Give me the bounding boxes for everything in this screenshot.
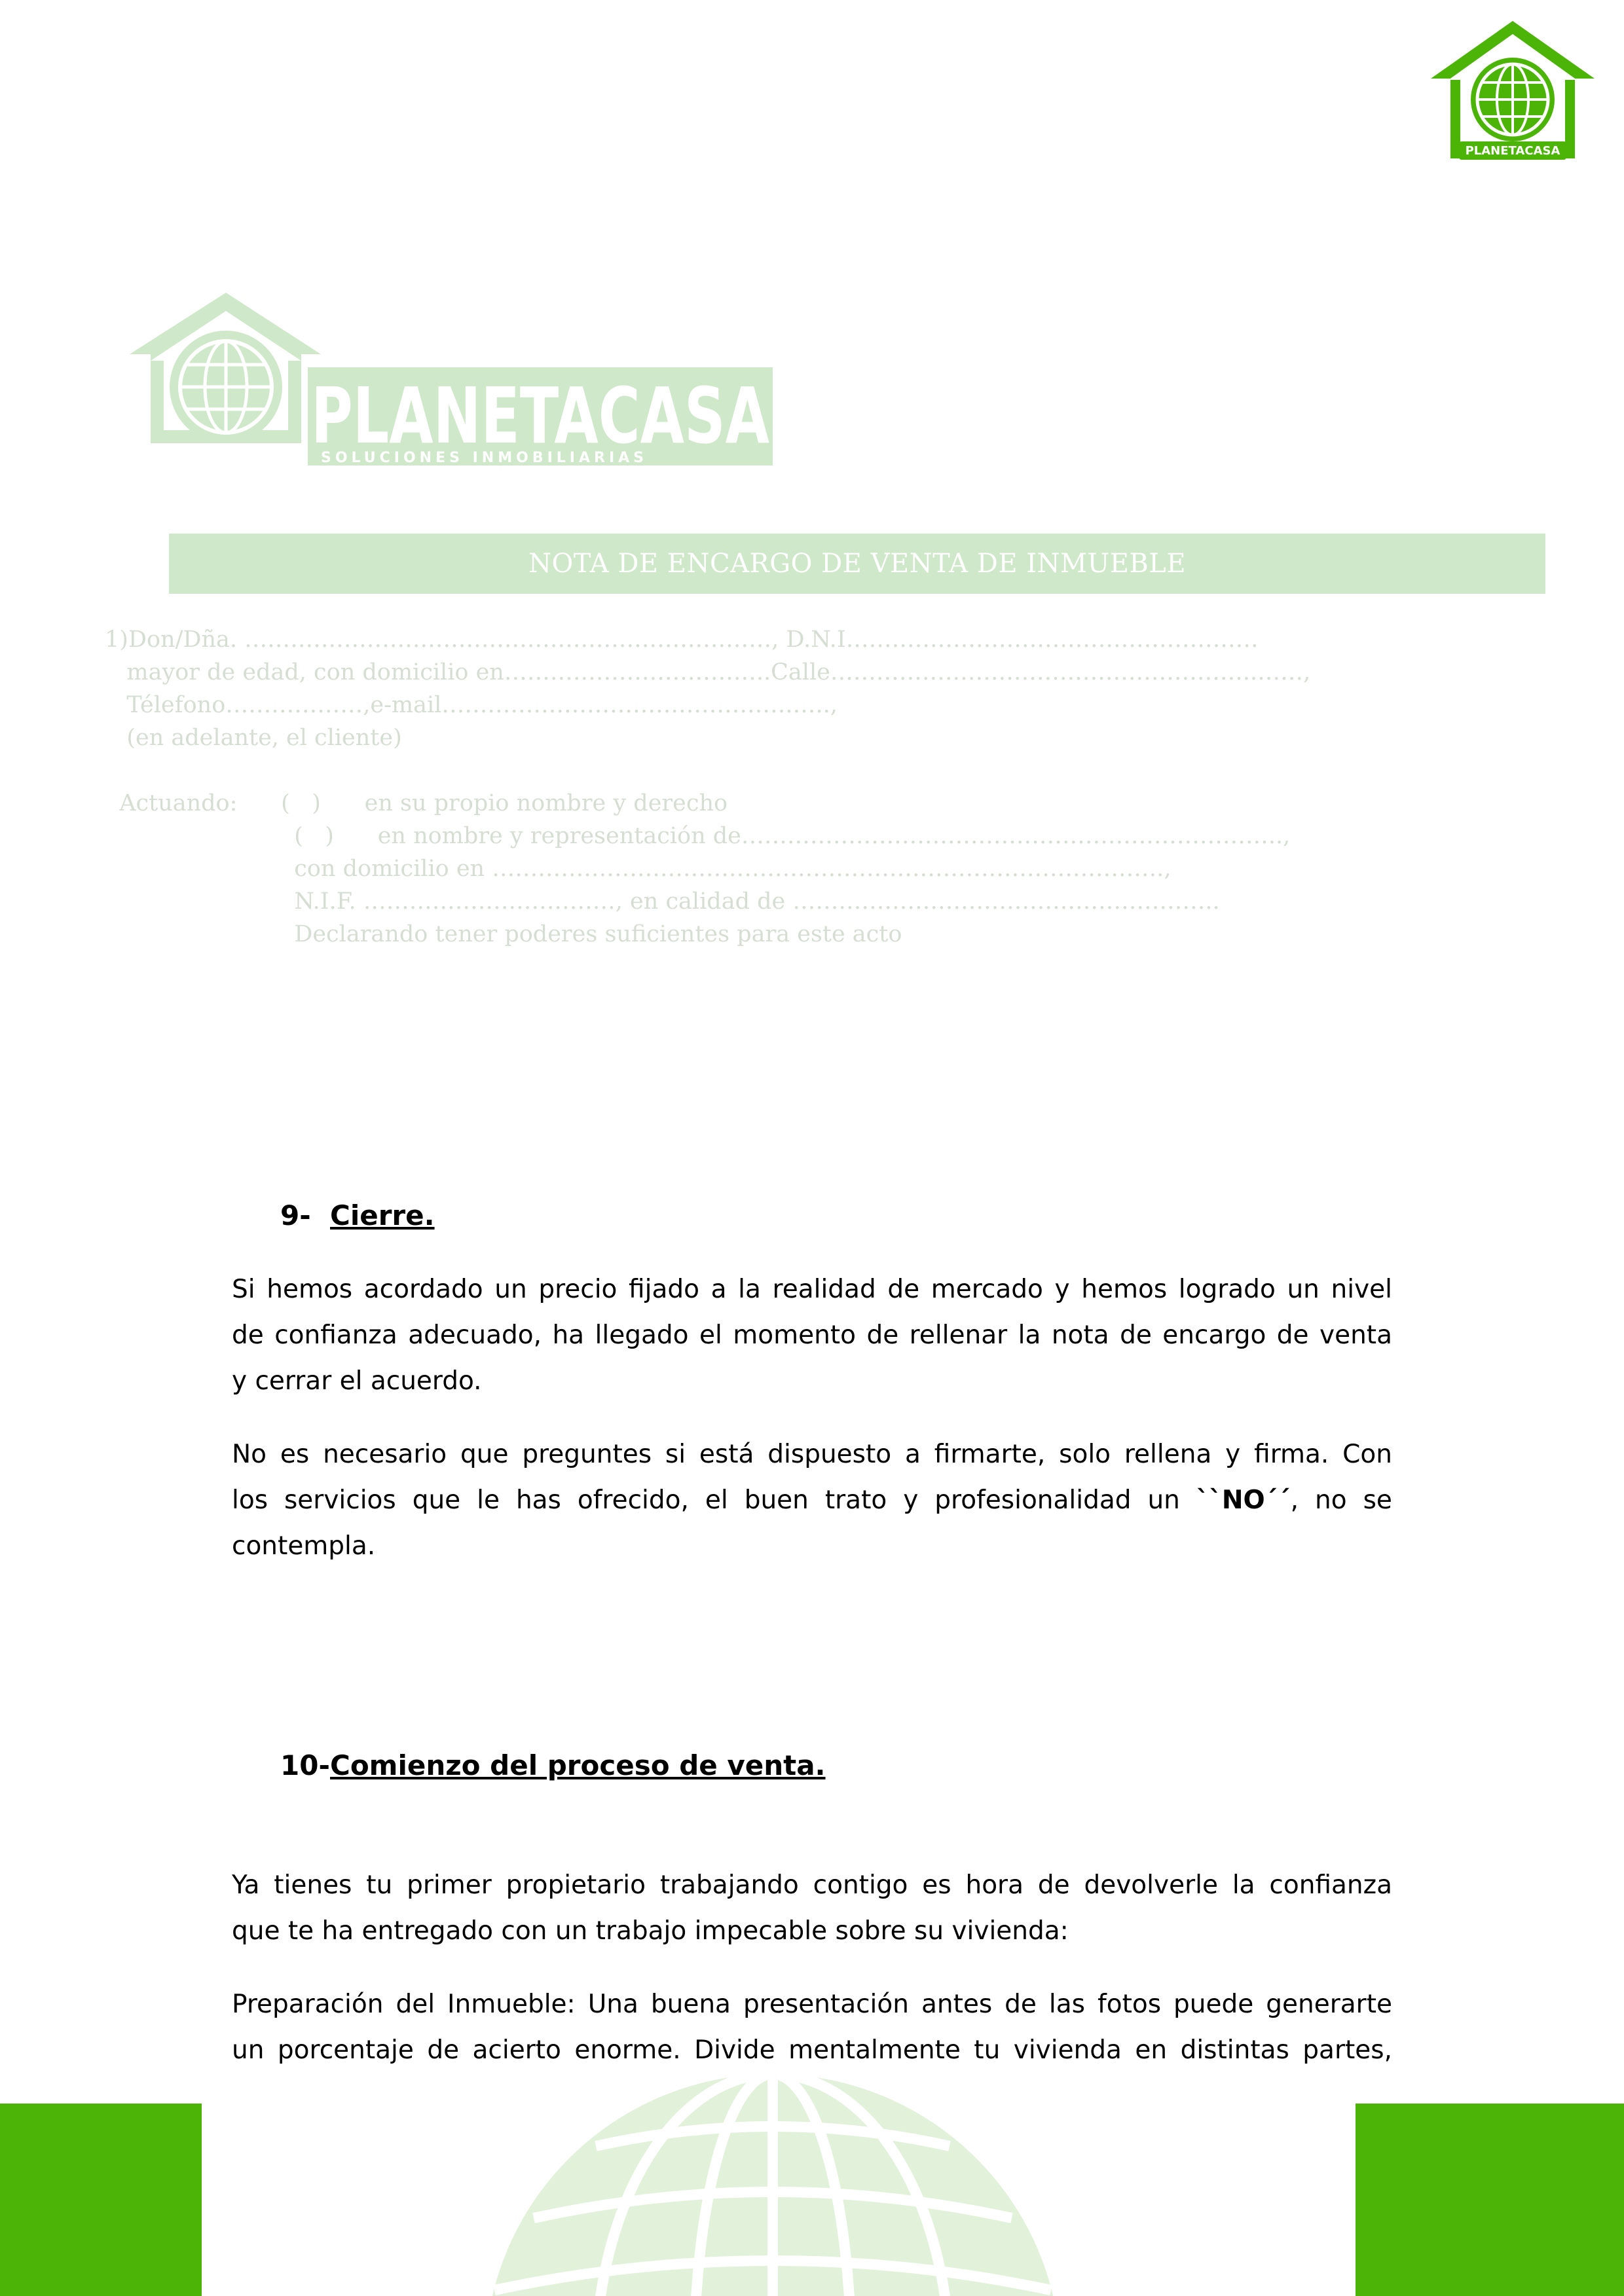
- section-9-paragraph-1: [232, 1267, 1392, 1404]
- form-image: [105, 278, 1591, 972]
- svg-text:PLANETACASA: PLANETACASA: [1465, 144, 1560, 158]
- text-line: Si hemos acordado un precio fijado a la realidad de mercado y hemos logrado un nivel: [232, 1275, 1392, 1304]
- form-line-domicilio: mayor de edad, con domicilio en……………………………..Calle………………………………………………..……,: [105, 659, 1311, 685]
- text-fragment: servicios: [284, 1485, 396, 1515]
- text-fragment: le: [477, 1485, 500, 1515]
- globe-watermark-icon: [481, 2068, 1064, 2296]
- text-fragment: ofrecido,: [577, 1485, 689, 1515]
- section-9-number: 9-: [280, 1199, 311, 1231]
- text-line: Preparación del Inmueble: Una buena presentación antes de las fotos puede generarte: [232, 1990, 1392, 2019]
- section-10-paragraph-1: [232, 1863, 1392, 1954]
- text-line: [232, 1478, 1392, 1523]
- text-fragment: ``NO´´,: [1196, 1485, 1299, 1515]
- text-line: de confianza adecuado, ha llegado el momento de rellenar la nota de encargo de venta: [232, 1321, 1392, 1350]
- form-line-representacion: ( ) en nombre y representación de……………………………………………………………..,: [105, 823, 1291, 849]
- form-line-don: 1)Don/Dña. ……………………………………………………………, D.N.I………………………………………………: [105, 627, 1259, 653]
- text-fragment: y: [903, 1485, 919, 1515]
- form-line-cliente: (en adelante, el cliente): [105, 725, 402, 751]
- form-title: NOTA DE ENCARGO DE VENTA DE INMUEBLE: [528, 549, 1187, 579]
- form-line-con-domicilio: con domicilio en …………………………………………………………………………….,: [105, 856, 1172, 882]
- text-fragment: trato: [824, 1485, 887, 1515]
- text-line: que te ha entregado con un trabajo impecable sobre su vivienda:: [232, 1916, 1069, 1946]
- svg-text:PLANETACASA: PLANETACASA: [311, 371, 769, 461]
- section-10-heading: [280, 1749, 826, 1781]
- text-fragment: el: [705, 1485, 728, 1515]
- text-fragment: buen: [744, 1485, 809, 1515]
- text-line: Ya tienes tu primer propietario trabajando contigo es hora de devolverle la confianza: [232, 1870, 1392, 1900]
- section-10-number: 10-: [280, 1749, 330, 1781]
- text-line: No es necesario que preguntes si está dispuesto a firmarte, solo rellena y firma. Con: [232, 1440, 1392, 1469]
- form-line-actuando: Actuando: ( ) en su propio nombre y derecho: [105, 790, 728, 816]
- text-fragment: se: [1363, 1485, 1392, 1515]
- svg-text:SOLUCIONES INMOBILIARIAS: SOLUCIONES INMOBILIARIAS: [321, 450, 648, 466]
- text-fragment: los: [232, 1485, 268, 1515]
- footer-green-block-right: [1356, 2104, 1624, 2296]
- text-fragment: un: [1147, 1485, 1180, 1515]
- planetacasa-logo: [1428, 18, 1598, 164]
- text-fragment: profesionalidad: [934, 1485, 1132, 1515]
- text-line: un porcentaje de acierto enorme. Divide mentalmente tu vivienda en distintas partes,: [232, 2035, 1392, 2065]
- form-header-bar: [169, 534, 1545, 594]
- text-fragment: no: [1315, 1485, 1347, 1515]
- form-line-telefono: Télefono………………,e-mail……………………………………….…..,: [105, 692, 838, 718]
- planetacasa-watermark-logo: [111, 289, 779, 479]
- text-line: y cerrar el acuerdo.: [232, 1366, 482, 1396]
- section-9-paragraph-2: [232, 1432, 1392, 1569]
- emphasis-no: ``NO´´: [1196, 1485, 1291, 1515]
- section-10-title: Comienzo del proceso de venta.: [330, 1749, 826, 1781]
- section-10-paragraph-2: [232, 1982, 1392, 2073]
- text-fragment: has: [515, 1485, 561, 1515]
- text-fragment: que: [412, 1485, 461, 1515]
- section-9-heading: [280, 1199, 435, 1231]
- section-9-title: Cierre.: [330, 1199, 435, 1231]
- form-line-nif: N.I.F. ……………………………, en calidad de ………………………………………………..: [105, 888, 1220, 915]
- footer-green-block-left: [0, 2104, 202, 2296]
- form-line-poderes: Declarando tener poderes suficientes para este acto: [105, 921, 902, 947]
- text-line: contempla.: [232, 1531, 376, 1561]
